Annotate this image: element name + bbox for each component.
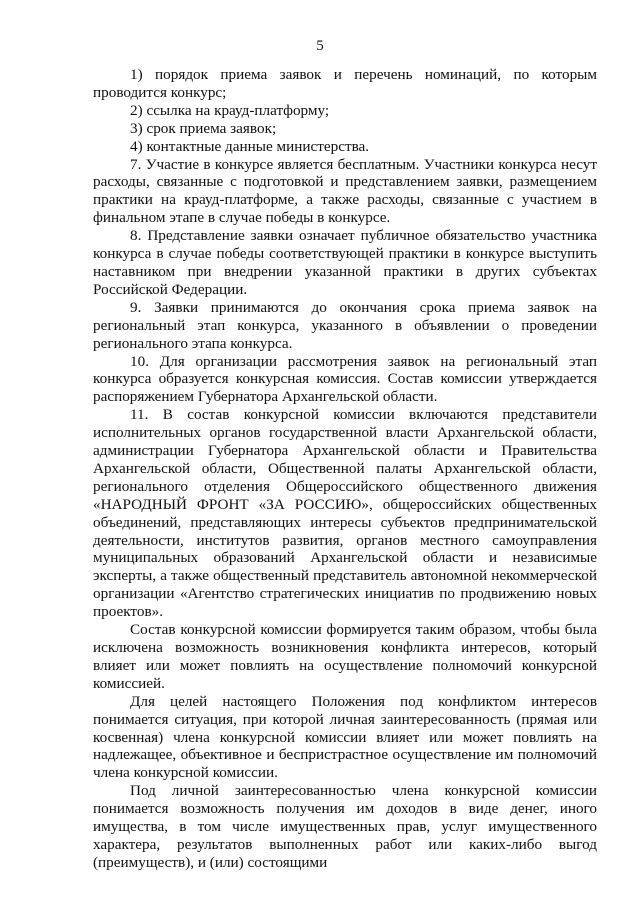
paragraph-commission-composition: Состав конкурсной комиссии формируется таким образом, чтобы была исключена возможность возникновения конфликта интересов, который влияет или может повлиять на осуществление полномочий конкурсной комиссией. [93,621,597,692]
paragraph-conflict-definition: Для целей настоящего Положения под конфликтом интересов понимается ситуация, при которой личная заинтересованность (прямая или косвенная) члена конкурсной комиссии влияет или может повлиять на надлежащее, объективное и беспристрастное осуществление им полномочий члена конкурсной комиссии. [93,692,597,782]
paragraph-item-2: 2) ссылка на крауд-платформу; [130,101,330,119]
paragraph-clause-7: 7. Участие в конкурсе является бесплатным. Участники конкурса несут расходы, связанные с подготовкой и представлением заявки, размещением практики на крауд-платформе, а также расходы, связанные с участием в финальном этапе в случае победы в конкурсе. [93,155,597,227]
paragraph-item-1: 1) порядок приема заявок и перечень номинаций, по которым проводится конкурс; [93,66,597,101]
paragraph-clause-8: 8. Представление заявки означает публичное обязательство участника конкурса в случае победы соответствующей практики в конкурсе выступить наставником при внедрении указанной практики в других субъектах Российской Федерации. [93,227,597,298]
paragraph-item-3: 3) срок приема заявок; [130,119,277,137]
paragraph-clause-10: 10. Для организации рассмотрения заявок на региональный этап конкурса образуется конкурсная комиссия. Состав комиссии утверждается распоряжением Губернатора Архангельской области. [93,352,597,406]
document-body [93,66,597,872]
page-number: 5 [316,38,324,54]
paragraph-personal-interest: Под личной заинтересованностью члена конкурсной комиссии понимается возможность получения им доходов в виде денег, иного имущества, в том числе имущественных прав, услуг имущественного характера, результатов выполненных работ или каких-либо выгод (преимуществ), и (или) состоящими [93,782,597,871]
paragraph-clause-9: 9. Заявки принимаются до окончания срока приема заявок на региональный этап конкурса, указанного в объявлении о проведении регионального этапа конкурса. [93,298,597,352]
paragraph-clause-11: 11. В состав конкурсной комиссии включаются представители исполнительных органов государственной власти Архангельской области, администрации Губернатора Архангельской области и Правительства Архангельской области, Общественной палаты Архангельской области, регионального отделения Общероссийского общественного движения «НАРОДНЫЙ ФРОНТ «ЗА РОССИЮ», общероссийских общественных объединений, представляющих интересы субъектов предпринимательской деятельности, институтов развития, органов местного самоуправления муниципальных образований Архангельской области и независимые эксперты, а также общественный представитель автономной некоммерческой организации «Агентство стратегических инициатив по продвижению новых проектов». [93,406,597,621]
paragraph-item-4: 4) контактные данные министерства. [130,137,370,155]
